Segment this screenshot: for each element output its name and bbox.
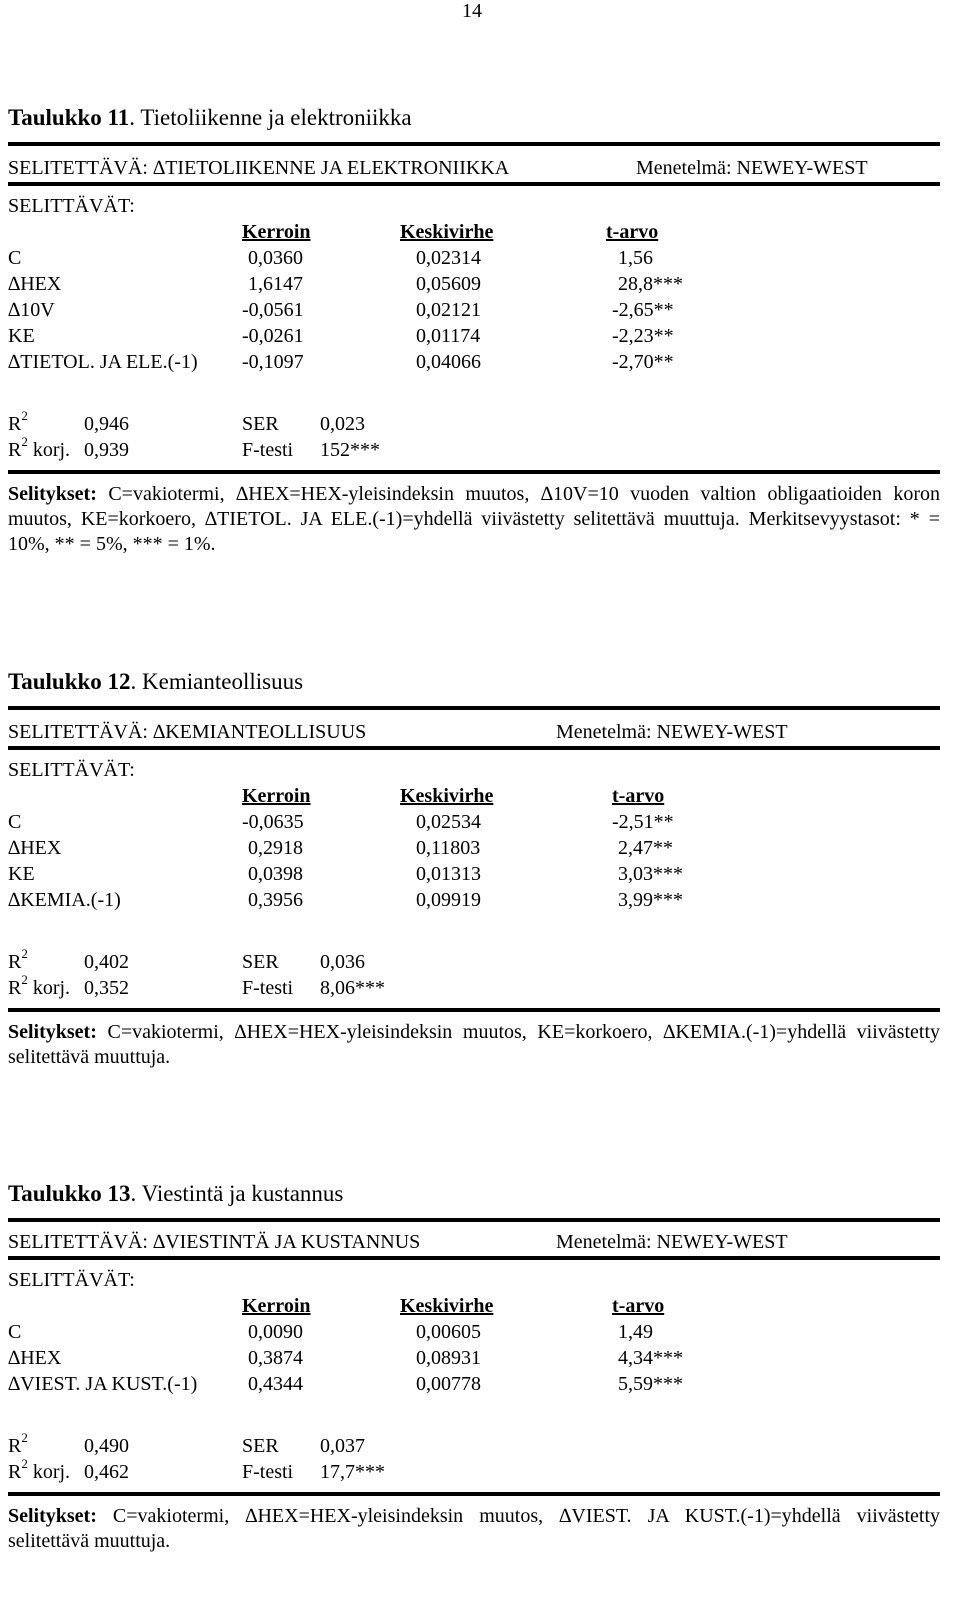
table-title-label: Taulukko 12 [8, 669, 131, 694]
row-coef: 0,0360 [248, 247, 303, 269]
ftest-value: 152*** [320, 439, 380, 461]
header-t-value: t-arvo [612, 785, 665, 807]
header-coefficient: Kerroin [242, 785, 311, 807]
header-t-value: t-arvo [606, 221, 659, 243]
notes-text: C=vakiotermi, ∆HEX=HEX-yleisindeksin muutos, ∆10V=10 vuoden valtion obligaatioiden koron muutos, KE=korkoero, ∆TIETOL. JA ELE.(-1)=yhdellä viivästetty selitettävä muuttuja. Merkitsevyystasot: * = 10%, ** = 5%, *** = 1%. [8, 483, 940, 555]
ser-label: SER [242, 413, 279, 435]
row-t: 2,47** [618, 837, 673, 859]
row-coef: 0,0090 [248, 1321, 303, 1343]
explanatory-label: SELITTÄVÄT: [8, 1269, 135, 1291]
notes-text: C=vakiotermi, ∆HEX=HEX-yleisindeksin muutos, ∆VIEST. JA KUST.(-1)=yhdellä viivästetty selitettävä muuttuja. [8, 1505, 940, 1552]
row-coef: 0,0398 [248, 863, 303, 885]
row-name: ∆HEX [8, 1347, 62, 1369]
r2-adj-value: 0,352 [84, 977, 129, 999]
notes-text: C=vakiotermi, ∆HEX=HEX-yleisindeksin muutos, KE=korkoero, ∆KEMIA.(-1)=yhdellä viivästetty selitettävä muuttuja. [8, 1021, 940, 1068]
row-name: ∆10V [8, 299, 55, 321]
header-coefficient: Kerroin [242, 221, 311, 243]
row-name: ∆KEMIA.(-1) [8, 889, 121, 911]
dependent-variable: SELITETTÄVÄ: ∆KEMIANTEOLLISUUS [8, 721, 367, 743]
ftest-value: 8,06*** [320, 977, 385, 999]
ser-value: 0,023 [320, 413, 365, 435]
row-t: 5,59*** [618, 1373, 683, 1395]
r2-value: 0,946 [84, 413, 129, 435]
notes-label: Selitykset: [8, 1505, 97, 1527]
bottom-rule [8, 470, 940, 474]
ser-label: SER [242, 951, 279, 973]
row-name: C [8, 247, 22, 269]
header-t-value: t-arvo [612, 1295, 665, 1317]
ser-value: 0,037 [320, 1435, 365, 1457]
row-se: 0,11803 [416, 837, 481, 859]
r2-adj-value: 0,462 [84, 1461, 129, 1483]
r2-label: $R^2$ [8, 1430, 28, 1457]
row-name: KE [8, 863, 35, 885]
explanatory-label: SELITTÄVÄT: [8, 195, 135, 217]
top-rule [8, 1218, 940, 1222]
top-rule [8, 142, 940, 146]
row-name: ∆HEX [8, 837, 62, 859]
ftest-label: F-testi [242, 439, 294, 461]
dependent-variable: SELITETTÄVÄ: ∆VIESTINTÄ JA KUSTANNUS [8, 1231, 421, 1253]
header-coefficient: Kerroin [242, 1295, 311, 1317]
table-notes [8, 1020, 940, 1070]
bottom-rule [8, 1492, 940, 1496]
r2-adj-label: $R^2$ korj. [8, 1456, 71, 1483]
ftest-label: F-testi [242, 1461, 294, 1483]
r2-adj-value: 0,939 [84, 439, 129, 461]
bottom-rule [8, 1008, 940, 1012]
row-coef: -0,1097 [242, 351, 304, 373]
row-name: KE [8, 325, 35, 347]
row-se: 0,01313 [416, 863, 481, 885]
row-name: C [8, 811, 22, 833]
row-name: ∆TIETOL. JA ELE.(-1) [8, 351, 198, 373]
r2-adj-label: $R^2$ korj. [8, 434, 71, 461]
row-coef: 1,6147 [248, 273, 303, 295]
row-t: -2,23** [612, 325, 674, 347]
table-notes [8, 1504, 940, 1554]
r2-label: $R^2$ [8, 946, 28, 973]
row-t: 1,56 [618, 247, 653, 269]
row-t: -2,70** [612, 351, 674, 373]
method-label: Menetelmä: NEWEY-WEST [636, 157, 868, 179]
mid-rule [8, 746, 940, 750]
dependent-variable: SELITETTÄVÄ: ∆TIETOLIIKENNE JA ELEKTRONIIKKA [8, 157, 510, 179]
header-std-error: Keskivirhe [400, 1295, 494, 1317]
row-t: -2,65** [612, 299, 674, 321]
row-se: 0,01174 [416, 325, 481, 347]
row-coef: 0,3874 [248, 1347, 303, 1369]
row-name: C [8, 1321, 22, 1343]
r2-value: 0,402 [84, 951, 129, 973]
method-label: Menetelmä: NEWEY-WEST [556, 1231, 788, 1253]
ser-value: 0,036 [320, 951, 365, 973]
table-11-section [8, 104, 940, 584]
table-title [8, 1180, 343, 1208]
row-t: 3,03*** [618, 863, 683, 885]
top-rule [8, 706, 940, 710]
notes-label: Selitykset: [8, 1021, 97, 1043]
table-title-text: . Kemianteollisuus [130, 669, 304, 694]
row-se: 0,00605 [416, 1321, 481, 1343]
row-se: 0,08931 [416, 1347, 481, 1369]
table-title-text: . Viestintä ja kustannus [130, 1181, 344, 1206]
row-t: 28,8*** [618, 273, 683, 295]
row-se: 0,02121 [416, 299, 481, 321]
row-se: 0,02534 [416, 811, 481, 833]
row-se: 0,09919 [416, 889, 481, 911]
row-name: ∆HEX [8, 273, 62, 295]
notes-label: Selitykset: [8, 483, 97, 505]
table-title-label: Taulukko 11 [8, 105, 130, 130]
explanatory-label: SELITTÄVÄT: [8, 759, 135, 781]
r2-adj-label: $R^2$ korj. [8, 972, 71, 999]
row-t: 4,34*** [618, 1347, 683, 1369]
row-coef: 0,3956 [248, 889, 303, 911]
row-t: -2,51** [612, 811, 674, 833]
ftest-value: 17,7*** [320, 1461, 385, 1483]
table-12-section [8, 668, 940, 1088]
table-title [8, 104, 412, 132]
ser-label: SER [242, 1435, 279, 1457]
r2-label: $R^2$ [8, 408, 28, 435]
row-coef: -0,0261 [242, 325, 304, 347]
row-t: 3,99*** [618, 889, 683, 911]
table-title-text: . Tietoliikenne ja elektroniikka [129, 105, 412, 130]
header-std-error: Keskivirhe [400, 221, 494, 243]
mid-rule [8, 182, 940, 186]
row-se: 0,00778 [416, 1373, 481, 1395]
row-se: 0,02314 [416, 247, 481, 269]
row-coef: -0,0561 [242, 299, 304, 321]
row-se: 0,05609 [416, 273, 481, 295]
table-notes [8, 482, 940, 557]
ftest-label: F-testi [242, 977, 294, 999]
row-name: ∆VIEST. JA KUST.(-1) [8, 1373, 198, 1395]
table-13-section [8, 1180, 940, 1590]
header-std-error: Keskivirhe [400, 785, 494, 807]
row-se: 0,04066 [416, 351, 481, 373]
table-title-label: Taulukko 13 [8, 1181, 131, 1206]
row-coef: 0,2918 [248, 837, 303, 859]
method-label: Menetelmä: NEWEY-WEST [556, 721, 788, 743]
table-title [8, 668, 303, 696]
mid-rule [8, 1256, 940, 1260]
row-coef: -0,0635 [242, 811, 304, 833]
row-t: 1,49 [618, 1321, 653, 1343]
row-coef: 0,4344 [248, 1373, 303, 1395]
page-number: 14 [462, 0, 482, 22]
r2-value: 0,490 [84, 1435, 129, 1457]
